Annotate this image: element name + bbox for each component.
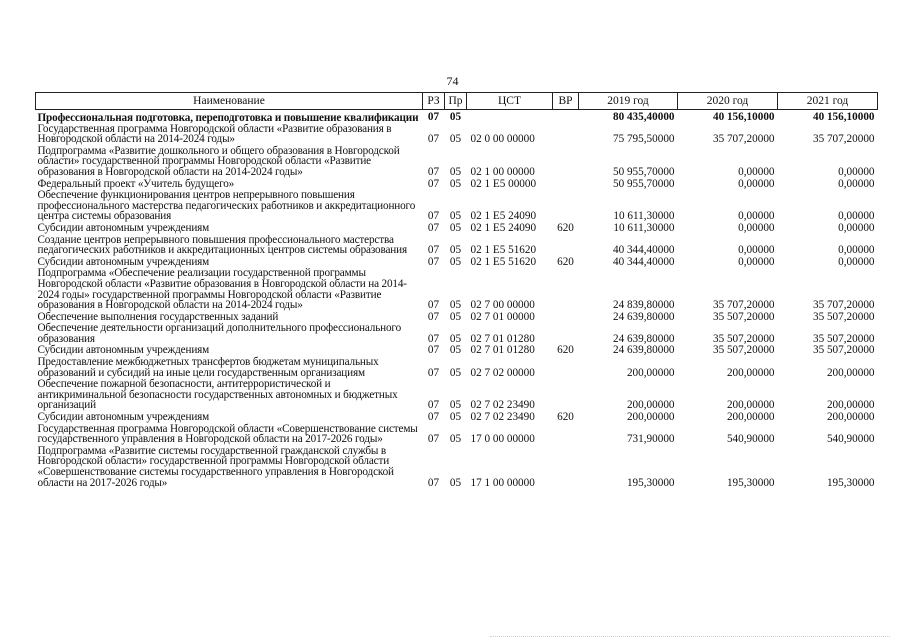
cell-2019: 24 639,80000 [612, 332, 675, 345]
cell-rz: 07 [427, 476, 440, 489]
cell-name: Обеспечение деятельности организаций дополнительного профессионального образования [37, 322, 402, 345]
cell-2021: 35 707,20000 [812, 299, 875, 312]
cell-rz: 07 [427, 177, 440, 190]
cell-2020: 35 707,20000 [712, 133, 775, 146]
cell-name: Предоставление межбюджетных трансфертов бюджетам муниципальных образований и субсидий на иные цели государственным организациям [37, 356, 379, 379]
cell-rz: 07 [427, 310, 440, 323]
cell-cst: 02 1 E5 51620 [470, 244, 537, 257]
cell-pr: 05 [449, 210, 462, 223]
cell-rz: 07 [427, 255, 440, 268]
cell-rz: 07 [427, 433, 440, 446]
table-row [36, 190, 878, 223]
cell-name: Профессиональная подготовка, переподготовка и повышение квалификации [37, 111, 419, 124]
cell-2021: 200,00000 [826, 366, 875, 379]
cell-rz: 07 [427, 221, 440, 234]
cell-rz: 07 [427, 411, 440, 424]
cell-2020: 195,30000 [726, 476, 775, 489]
cell-2019: 10 611,30000 [613, 210, 675, 223]
cell-2020: 0,00000 [738, 244, 775, 257]
cell-2019: 200,00000 [626, 366, 675, 379]
header-2019: 2019 год [579, 93, 678, 110]
table-row [36, 268, 878, 311]
cell-vr [553, 235, 579, 257]
cell-name: Подпрограмма «Развитие дошкольного и общего образования в Новгородской области» государственной программы Новгородской области «Развитие образования в Новгородской области на 2014-2024 годы» [37, 144, 400, 178]
table-body [36, 110, 878, 490]
cell-vr [553, 357, 579, 379]
cell-2019: 10 611,30000 [613, 221, 675, 234]
table-row [36, 424, 878, 446]
cell-2020: 0,00000 [738, 221, 775, 234]
cell-2021: 40 156,10000 [812, 111, 875, 123]
cell-vr [553, 146, 579, 179]
cell-rz: 07 [427, 111, 440, 123]
page-number: 74 [446, 74, 459, 88]
cell-pr: 05 [449, 255, 462, 268]
cell-pr: 05 [449, 133, 462, 146]
cell-2021: 0,00000 [838, 255, 875, 268]
header-rz: РЗ [423, 93, 445, 110]
header-2020: 2020 год [678, 93, 778, 110]
cell-2021: 35 507,20000 [812, 310, 875, 323]
cell-2021: 0,00000 [838, 177, 875, 190]
cell-vr: 620 [557, 344, 574, 357]
cell-pr: 05 [449, 433, 462, 446]
cell-2020: 200,00000 [726, 366, 775, 379]
header-row [36, 93, 878, 110]
table-row [36, 412, 878, 424]
cell-pr: 05 [449, 221, 462, 234]
cell-name: Государственная программа Новгородской области «Совершенствование системы государственного управления в Новгородской области на 2017-2026 годы» [37, 422, 418, 446]
cell-2019: 24 639,80000 [612, 310, 675, 323]
cell-pr: 05 [449, 332, 462, 345]
header-vr: ВР [553, 93, 579, 110]
cell-cst: 02 7 02 23490 [470, 399, 535, 412]
cell-2021: 35 507,20000 [812, 332, 875, 345]
cell-2021: 35 507,20000 [812, 344, 875, 357]
table-row [36, 223, 878, 235]
cell-2019: 50 955,70000 [612, 165, 675, 178]
cell-vr [553, 268, 579, 311]
table-row [36, 110, 878, 124]
cell-vr: 620 [557, 221, 574, 234]
table-row [36, 323, 878, 345]
cell-2020: 540,90000 [726, 433, 775, 446]
cell-2021: 200,00000 [826, 411, 875, 424]
cell-cst [467, 110, 553, 124]
cell-2019: 195,30000 [626, 476, 675, 489]
cell-2021: 0,00000 [838, 221, 875, 234]
cell-2021: 35 707,20000 [812, 133, 875, 146]
cell-2019: 24 639,80000 [612, 344, 675, 357]
cell-2019: 731,90000 [626, 433, 675, 446]
header-cst: ЦСТ [467, 93, 553, 110]
cell-cst: 17 0 00 00000 [470, 433, 535, 446]
cell-rz: 07 [427, 344, 440, 357]
table-header [36, 93, 878, 110]
cell-cst: 02 0 00 00000 [470, 133, 535, 146]
cell-pr: 05 [449, 411, 462, 424]
cell-2020: 40 156,10000 [712, 111, 775, 123]
cell-2019: 80 435,40000 [612, 111, 675, 123]
cell-cst: 02 7 00 00000 [470, 299, 535, 312]
cell-name: Обеспечение пожарной безопасности, антитеррористической и антикриминальной безопасности государственных автономных и бюджетных организаций [37, 378, 398, 412]
cell-pr: 05 [449, 366, 462, 379]
cell-vr [553, 323, 579, 345]
cell-2019: 200,00000 [626, 399, 675, 412]
cell-name: Подпрограмма «Развитие системы государственной гражданской службы в Новгородской области» государственной программы Новгородской области «Совершенствование системы государственного управления в Новгородской области на 2017-2026 годы» [37, 444, 394, 489]
cell-2020: 0,00000 [738, 177, 775, 190]
table-row [36, 357, 878, 379]
cell-2020: 200,00000 [726, 399, 775, 412]
cell-name: Федеральный проект «Учитель будущего» [37, 177, 235, 190]
header-2021: 2021 год [778, 93, 878, 110]
cell-name: Обеспечение выполнения государственных заданий [37, 310, 279, 323]
cell-2020: 35 707,20000 [712, 299, 775, 312]
cell-cst: 02 7 02 00000 [470, 366, 535, 379]
cell-cst: 02 1 E5 24090 [470, 221, 537, 234]
cell-vr [553, 190, 579, 223]
cell-rz: 07 [427, 399, 440, 412]
cell-cst: 17 1 00 00000 [470, 476, 535, 489]
cell-2021: 0,00000 [838, 244, 875, 257]
cell-cst: 02 1 E5 24090 [470, 210, 537, 223]
cell-2020: 0,00000 [738, 210, 775, 223]
cell-name: Обеспечение функционирования центров непрерывного повышения профессионального мастерства педагогических работников и аккредитационного центра системы образования [37, 189, 416, 223]
cell-name: Субсидии автономным учреждениям [37, 255, 210, 268]
cell-rz: 07 [427, 366, 440, 379]
cell-2019: 24 839,80000 [612, 299, 675, 312]
table-row [36, 446, 878, 489]
cell-pr: 05 [449, 244, 462, 257]
cell-cst: 02 7 02 23490 [470, 411, 535, 424]
cell-cst: 02 1 00 00000 [470, 165, 535, 178]
cell-name: Субсидии автономным учреждениям [37, 344, 210, 357]
budget-table [35, 92, 878, 489]
cell-pr: 05 [449, 310, 462, 323]
table-row [36, 379, 878, 412]
cell-rz: 07 [427, 133, 440, 146]
cell-vr: 620 [557, 255, 574, 268]
cell-pr: 05 [449, 399, 462, 412]
cell-rz: 07 [427, 165, 440, 178]
cell-2020: 0,00000 [738, 165, 775, 178]
cell-vr [553, 110, 579, 124]
table-row [36, 235, 878, 257]
cell-2021: 200,00000 [826, 399, 875, 412]
cell-vr: 620 [557, 411, 574, 424]
cell-2020: 200,00000 [726, 411, 775, 424]
cell-pr: 05 [449, 299, 462, 312]
cell-name: Субсидии автономным учреждениям [37, 411, 210, 424]
cell-cst: 02 1 E5 51620 [470, 255, 537, 268]
cell-rz: 07 [427, 299, 440, 312]
cell-cst: 02 7 01 01280 [470, 344, 535, 357]
cell-pr: 05 [449, 476, 462, 489]
cell-name: Государственная программа Новгородской области «Развитие образования в Новгородской области на 2014-2024 годы» [37, 122, 392, 146]
cell-cst: 02 1 E5 00000 [470, 177, 537, 190]
cell-2019: 200,00000 [626, 411, 675, 424]
cell-rz: 07 [427, 332, 440, 345]
scan-artifact [490, 636, 890, 638]
cell-cst: 02 7 01 01280 [470, 332, 535, 345]
cell-2020: 35 507,20000 [712, 310, 775, 323]
cell-name: Создание центров непрерывного повышения профессионального мастерства педагогических работников и аккредитационных центров системы образования [37, 233, 407, 257]
cell-2020: 0,00000 [738, 255, 775, 268]
cell-2020: 35 507,20000 [712, 344, 775, 357]
cell-2021: 540,90000 [826, 433, 875, 446]
cell-2021: 0,00000 [838, 165, 875, 178]
cell-2019: 40 344,40000 [612, 255, 675, 268]
cell-vr [553, 379, 579, 412]
cell-vr [553, 124, 579, 146]
header-pr: Пр [445, 93, 467, 110]
cell-name: Субсидии автономным учреждениям [37, 221, 210, 234]
cell-rz: 07 [427, 244, 440, 257]
cell-pr: 05 [449, 177, 462, 190]
cell-2021: 0,00000 [838, 210, 875, 223]
cell-pr: 05 [449, 165, 462, 178]
cell-cst: 02 7 01 00000 [470, 310, 535, 323]
cell-vr [553, 179, 579, 191]
cell-2019: 50 955,70000 [612, 177, 675, 190]
table-row [36, 146, 878, 179]
cell-vr [553, 312, 579, 324]
cell-pr: 05 [449, 344, 462, 357]
cell-2019: 75 795,50000 [612, 133, 675, 146]
cell-2020: 35 507,20000 [712, 332, 775, 345]
table-row [36, 124, 878, 146]
cell-rz: 07 [427, 210, 440, 223]
cell-vr [553, 446, 579, 489]
cell-2019: 40 344,40000 [612, 244, 675, 257]
header-name: Наименование [36, 93, 423, 110]
cell-pr: 05 [449, 111, 462, 123]
cell-2021: 195,30000 [826, 476, 875, 489]
cell-vr [553, 424, 579, 446]
cell-name: Подпрограмма «Обеспечение реализации государственной программы Новгородской области «Развитие образования в Новгородской области на 2014-2024 годы» государственной программы Новгородской области «Развитие образования в Новгородской области на 2014-2024 годы» [37, 267, 407, 312]
